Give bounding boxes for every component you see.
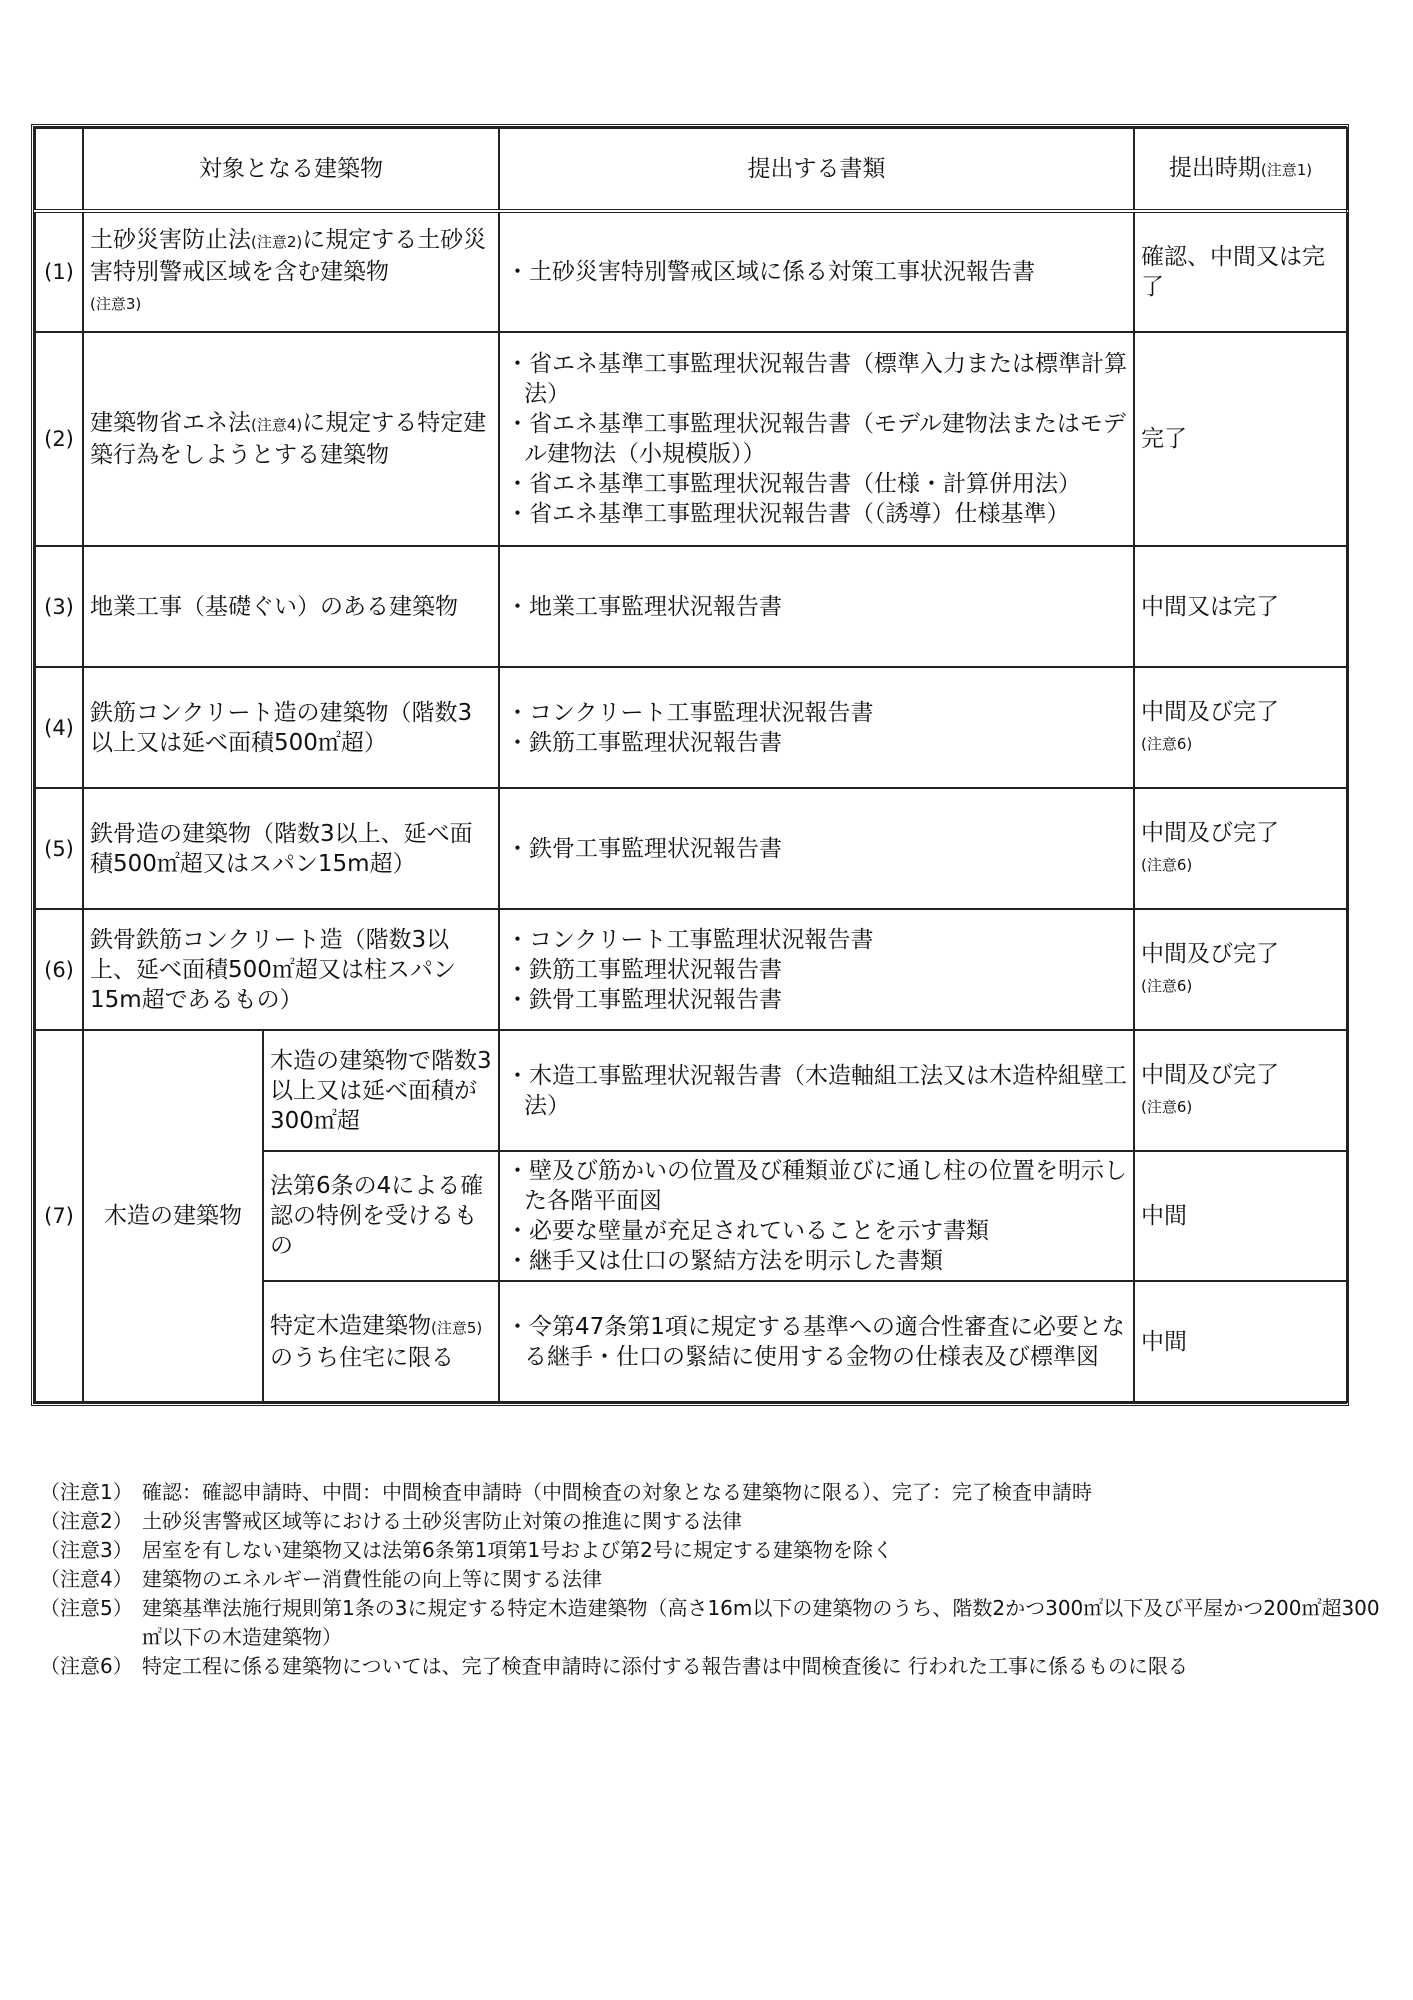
condition-cell	[263, 1281, 499, 1402]
building-cell	[83, 211, 499, 332]
timing-cell: 中間又は完了	[1134, 546, 1347, 667]
building-text: に規定する土砂災害特別警戒区域を含む建築物	[90, 227, 487, 285]
notes-section	[40, 1478, 1380, 1681]
note-item	[40, 1652, 1380, 1681]
note-text: 居室を有しない建築物又は法第6条第1項第1号および第2号に規定する建築物を除く	[142, 1538, 893, 1562]
timing-text: 中間及び完了	[1141, 819, 1279, 846]
timing-text: 中間及び完了	[1141, 940, 1279, 967]
row-number: (6)	[35, 909, 83, 1030]
building-text: 建築物省エネ法	[90, 410, 251, 436]
document-item: ・鉄筋工事監理状況報告書	[506, 729, 782, 756]
header-documents: 提出する書類	[499, 128, 1134, 211]
timing-text: 中間及び完了	[1141, 698, 1279, 725]
documents-cell	[499, 332, 1134, 546]
timing-text: 中間及び完了	[1141, 1061, 1279, 1088]
document-item: ・鉄骨工事監理状況報告書	[506, 835, 782, 862]
table-row	[35, 211, 1347, 332]
note-item	[40, 1478, 1380, 1507]
note-ref: (注意5)	[431, 1318, 483, 1337]
note-ref: (注意2)	[251, 233, 303, 251]
row-number: (7)	[35, 1030, 83, 1402]
note-label: （注意3）	[40, 1538, 133, 1562]
row-number: (1)	[35, 211, 83, 332]
table-row	[35, 1030, 1347, 1151]
table-row	[35, 546, 1347, 667]
submission-table-frame	[31, 124, 1349, 1406]
row-number: (5)	[35, 788, 83, 909]
document-item: ・地業工事監理状況報告書	[506, 593, 782, 620]
documents-cell	[499, 1281, 1134, 1402]
note-text: 建築基準法施行規則第1条の3に規定する特定木造建築物（高さ16m以下の建築物のうち、階数2かつ300㎡以下及び平屋かつ200㎡超300㎡以下の木造建築物）	[142, 1596, 1380, 1649]
submission-table	[34, 127, 1348, 1403]
documents-cell	[499, 667, 1134, 788]
documents-cell	[499, 1030, 1134, 1151]
table-header-row	[35, 128, 1347, 211]
header-building: 対象となる建築物	[83, 128, 499, 211]
timing-cell	[1134, 788, 1347, 909]
document-item: ・令第47条第1項に規定する基準への適合性審査に必要となる継手・仕口の緊結に使用する金物の仕様表及び標準図	[506, 1313, 1125, 1370]
condition-cell: 木造の建築物で階数3以上又は延べ面積が300㎡超	[263, 1030, 499, 1151]
timing-cell	[1134, 667, 1347, 788]
document-item: ・壁及び筋かいの位置及び種類並びに通し柱の位置を明示した各階平面図	[506, 1158, 1127, 1214]
header-timing-label: 提出時期	[1168, 155, 1261, 181]
note-ref: (注意6)	[1141, 1097, 1193, 1116]
document-item: ・鉄筋工事監理状況報告書	[506, 956, 782, 983]
documents-cell	[499, 788, 1134, 909]
building-cell: 鉄筋コンクリート造の建築物（階数3以上又は延べ面積500㎡超）	[83, 667, 499, 788]
note-item	[40, 1507, 1380, 1536]
document-item: ・土砂災害特別警戒区域に係る対策工事状況報告書	[506, 259, 1035, 285]
building-cell: 木造の建築物	[83, 1030, 263, 1402]
document-item: ・コンクリート工事監理状況報告書	[506, 926, 874, 953]
note-label: （注意1）	[40, 1480, 133, 1504]
note-item	[40, 1565, 1380, 1594]
timing-cell	[1134, 909, 1347, 1030]
note-ref: (注意6)	[1141, 976, 1193, 995]
note-text: 建築物のエネルギー消費性能の向上等に関する法律	[142, 1567, 602, 1591]
documents-cell	[499, 909, 1134, 1030]
condition-cell: 法第6条の4による確認の特例を受けるもの	[263, 1151, 499, 1281]
building-cell: 地業工事（基礎ぐい）のある建築物	[83, 546, 499, 667]
document-item: ・省エネ基準工事監理状況報告書（（誘導）仕様基準）	[506, 501, 1070, 527]
condition-text: のうち住宅に限る	[270, 1344, 454, 1371]
note-label: （注意5）	[40, 1596, 133, 1620]
timing-cell	[1134, 1030, 1347, 1151]
note-text: 特定工程に係る建築物については、完了検査申請時に添付する報告書は中間検査後に 行われた工事に係るものに限る	[142, 1654, 1188, 1678]
documents-cell	[499, 1151, 1134, 1281]
header-timing	[1134, 128, 1347, 211]
document-item: ・継手又は仕口の緊結方法を明示した書類	[506, 1248, 943, 1274]
note-ref: (注意6)	[1141, 734, 1193, 753]
row-number: (2)	[35, 332, 83, 546]
documents-cell	[499, 211, 1134, 332]
note-text: 確認：確認申請時、中間：中間検査申請時（中間検査の対象となる建築物に限る）、完了：完了検査申請時	[142, 1480, 1092, 1504]
note-label: （注意4）	[40, 1567, 133, 1591]
condition-text: 特定木造建築物	[270, 1312, 431, 1339]
building-text: に規定する特定建築行為をしようとする建築物	[90, 410, 487, 468]
note-item	[40, 1594, 1380, 1652]
table-row	[35, 788, 1347, 909]
note-ref: (注意3)	[90, 295, 142, 313]
note-label: （注意2）	[40, 1509, 133, 1533]
table-row	[35, 332, 1347, 546]
timing-cell: 中間	[1134, 1281, 1347, 1402]
timing-cell: 中間	[1134, 1151, 1347, 1281]
note-ref: (注意6)	[1141, 855, 1193, 874]
documents-cell	[499, 546, 1134, 667]
document-item: ・省エネ基準工事監理状況報告書（仕様・計算併用法）	[506, 471, 1081, 497]
document-item: ・省エネ基準工事監理状況報告書（モデル建物法またはモデル建物法（小規模版））	[506, 411, 1126, 467]
table-row	[35, 667, 1347, 788]
building-text: 土砂災害防止法	[90, 227, 251, 253]
document-item: ・コンクリート工事監理状況報告書	[506, 699, 874, 726]
building-cell	[83, 332, 499, 546]
document-item: ・必要な壁量が充足されていることを示す書類	[506, 1218, 989, 1244]
building-cell: 鉄骨鉄筋コンクリート造（階数3以上、延べ面積500㎡超又は柱スパン15m超であるもの）	[83, 909, 499, 1030]
table-row	[35, 909, 1347, 1030]
document-item: ・省エネ基準工事監理状況報告書（標準入力または標準計算法）	[506, 351, 1127, 407]
note-text: 土砂災害警戒区域等における土砂災害防止対策の推進に関する法律	[142, 1509, 742, 1533]
note-ref: (注意4)	[251, 416, 303, 434]
timing-cell: 確認、中間又は完了	[1134, 211, 1347, 332]
row-number: (3)	[35, 546, 83, 667]
header-num-cell	[35, 128, 83, 211]
document-item: ・鉄骨工事監理状況報告書	[506, 986, 782, 1013]
note-label: （注意6）	[40, 1654, 133, 1678]
building-cell: 鉄骨造の建築物（階数3以上、延べ面積500㎡超又はスパン15m超）	[83, 788, 499, 909]
row-number: (4)	[35, 667, 83, 788]
document-item: ・木造工事監理状況報告書（木造軸組工法又は木造枠組壁工法）	[506, 1062, 1127, 1119]
timing-cell: 完了	[1134, 332, 1347, 546]
note-item	[40, 1536, 1380, 1565]
header-timing-note: (注意1)	[1260, 161, 1313, 179]
